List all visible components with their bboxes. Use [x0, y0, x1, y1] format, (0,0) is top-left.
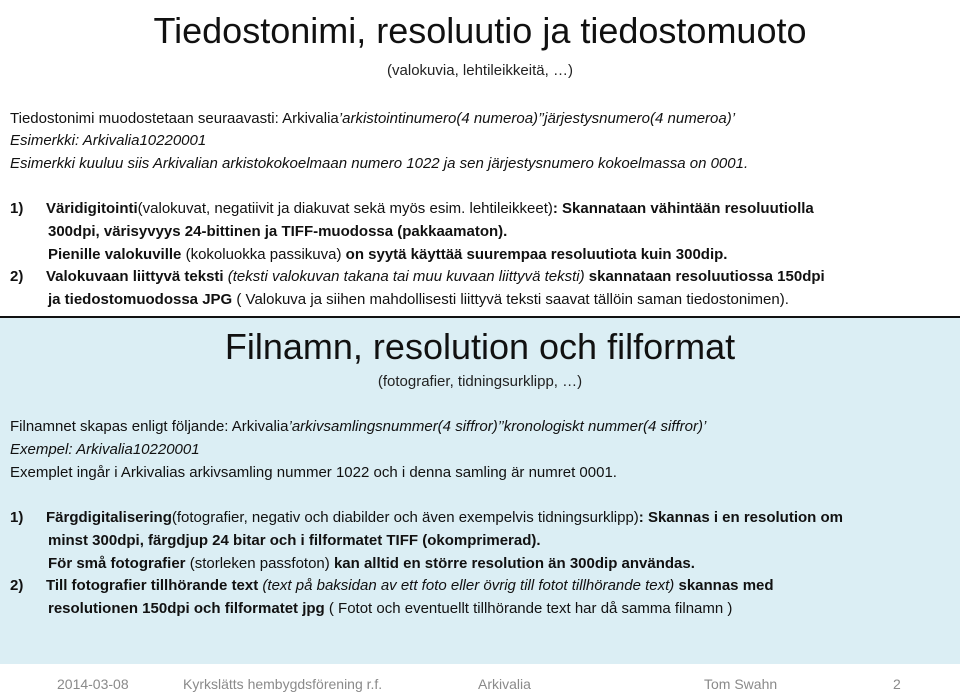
- finnish-example: Esimerkki: Arkivalia10220001: [10, 132, 207, 149]
- finnish-example-note: Esimerkki kuuluu siis Arkivalian arkistokokoelmaan numero 1022 ja sen järjestysnumero kokoelmassa on 0001.: [10, 155, 749, 172]
- finnish-format-line: [10, 110, 735, 127]
- finnish-item-2: 2) Valokuvaan liittyvä teksti (teksti valokuvan takana tai muu kuvaan liittyvä teksti) skannataan resoluutiossa 150dpi: [10, 268, 825, 285]
- format-label: Tiedostonimi muodostetaan seuraavasti: Arkivalia: [10, 110, 339, 127]
- footer-organization: Kyrkslätts hembygdsförening r.f.: [183, 676, 383, 692]
- finnish-item-1: 1) Väridigitointi(valokuvat, negatiivit ja diakuvat sekä myös esim. lehtileikkeet): Skannataan vähintään resoluutiolla: [10, 200, 814, 217]
- swedish-item-2-line-2: resolutionen 150dpi och filformatet jpg ( Fotot och eventuellt tillhörande text har då samma filnamn ): [48, 600, 733, 617]
- finnish-item-2-line-2: ja tiedostomuodossa JPG ( Valokuva ja siihen mahdollisesti liittyvä teksti saavat tällöin saman tiedostonimen).: [48, 291, 789, 308]
- finnish-subtitle: (valokuvia, lehtileikkeitä, …): [387, 62, 573, 79]
- footer-project: Arkivalia: [478, 676, 531, 692]
- footer-page-number: 2: [893, 676, 901, 692]
- swedish-subtitle: (fotografier, tidningsurklipp, …): [377, 373, 583, 390]
- finnish-title: Tiedostonimi, resoluutio ja tiedostomuoto: [153, 10, 807, 51]
- swedish-item-1-line-2: minst 300dpi, färgdjup 24 bitar och i filformatet TIFF (okomprimerad).: [48, 532, 541, 549]
- swedish-example-note: Exemplet ingår i Arkivalias arkivsamling nummer 1022 och i denna samling är numret 0001.: [10, 464, 617, 481]
- format-label: Filnamnet skapas enligt följande: Arkivalia: [10, 418, 289, 435]
- footer-author: Tom Swahn: [704, 676, 778, 692]
- footer-date: 2014-03-08: [57, 676, 129, 692]
- format-pattern: ’arkivsamlingsnummer(4 siffror)’’kronologiskt nummer(4 siffror)’: [288, 418, 707, 435]
- swedish-item-1-line-3: För små fotografier (storleken passfoton) kan alltid en större resolution än 300dip användas.: [48, 555, 695, 572]
- finnish-item-1-line-3: Pienille valokuville (kokoluokka passikuva) on syytä käyttää suurempaa resoluutiota kuin 300dip.: [48, 246, 728, 263]
- format-pattern: ’arkistointinumero(4 numeroa)’’järjestysnumero(4 numeroa)’: [338, 110, 736, 127]
- swedish-title: Filnamn, resolution och filformat: [224, 326, 736, 367]
- finnish-item-1-line-2: 300dpi, värisyvyys 24-bittinen ja TIFF-muodossa (pakkaamaton).: [48, 223, 508, 240]
- swedish-format-line: [10, 418, 706, 435]
- swedish-item-2: 2) Till fotografier tillhörande text (text på baksidan av ett foto eller övrig till fotot tillhörande text) skannas med: [10, 577, 774, 594]
- swedish-example: Exempel: Arkivalia10220001: [10, 441, 200, 458]
- swedish-item-1: 1) Färgdigitalisering(fotografier, negativ och diabilder och även exempelvis tidningsurklipp): Skannas i en resolution om: [10, 509, 844, 526]
